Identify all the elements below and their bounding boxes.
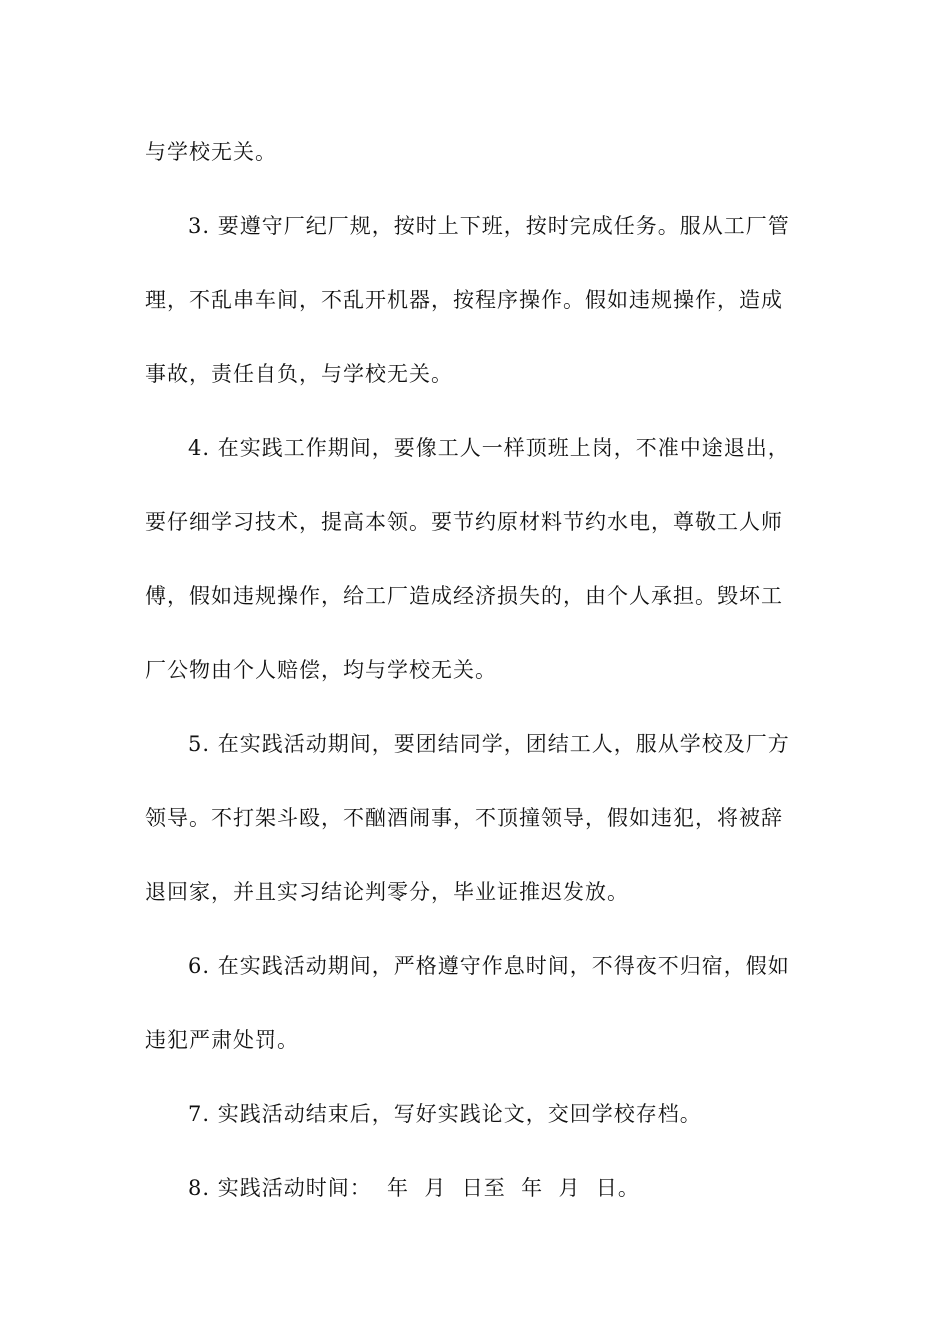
item-4-line-3: 傅，假如违规操作，给工厂造成经济损失的，由个人承担。毁坏工 (145, 584, 783, 608)
item-4-line-1: 4. 在实践工作期间，要像工人一样顶班上岗，不准中途退出， (188, 436, 790, 460)
item-4-line-4: 厂公物由个人赔偿，均与学校无关。 (145, 658, 497, 682)
item-6-line-2: 违犯严肃处罚。 (145, 1028, 299, 1052)
item-3-line-3: 事故，责任自负，与学校无关。 (145, 362, 453, 386)
item-5-line-2: 领导。不打架斗殴，不酗酒闹事，不顶撞领导，假如违犯，将被辞 (145, 806, 783, 830)
item-8-line-1: 8. 实践活动时间： 年 月 日至 年 月 日。 (188, 1176, 640, 1200)
item-7-line-1: 7. 实践活动结束后，写好实践论文，交回学校存档。 (188, 1102, 702, 1126)
item-6-line-1: 6. 在实践活动期间，严格遵守作息时间，不得夜不归宿，假如 (188, 954, 790, 978)
item-3-line-1: 3. 要遵守厂纪厂规，按时上下班，按时完成任务。服从工厂管 (188, 214, 790, 238)
item-4-line-2: 要仔细学习技术，提高本领。要节约原材料节约水电，尊敬工人师 (145, 510, 783, 534)
item-3-line-2: 理，不乱串车间，不乱开机器，按程序操作。假如违规操作，造成 (145, 288, 783, 312)
item-5-line-3: 退回家，并且实习结论判零分，毕业证推迟发放。 (145, 880, 629, 904)
text-line-1: 与学校无关。 (145, 140, 277, 164)
item-5-line-1: 5. 在实践活动期间，要团结同学，团结工人，服从学校及厂方 (188, 732, 790, 756)
